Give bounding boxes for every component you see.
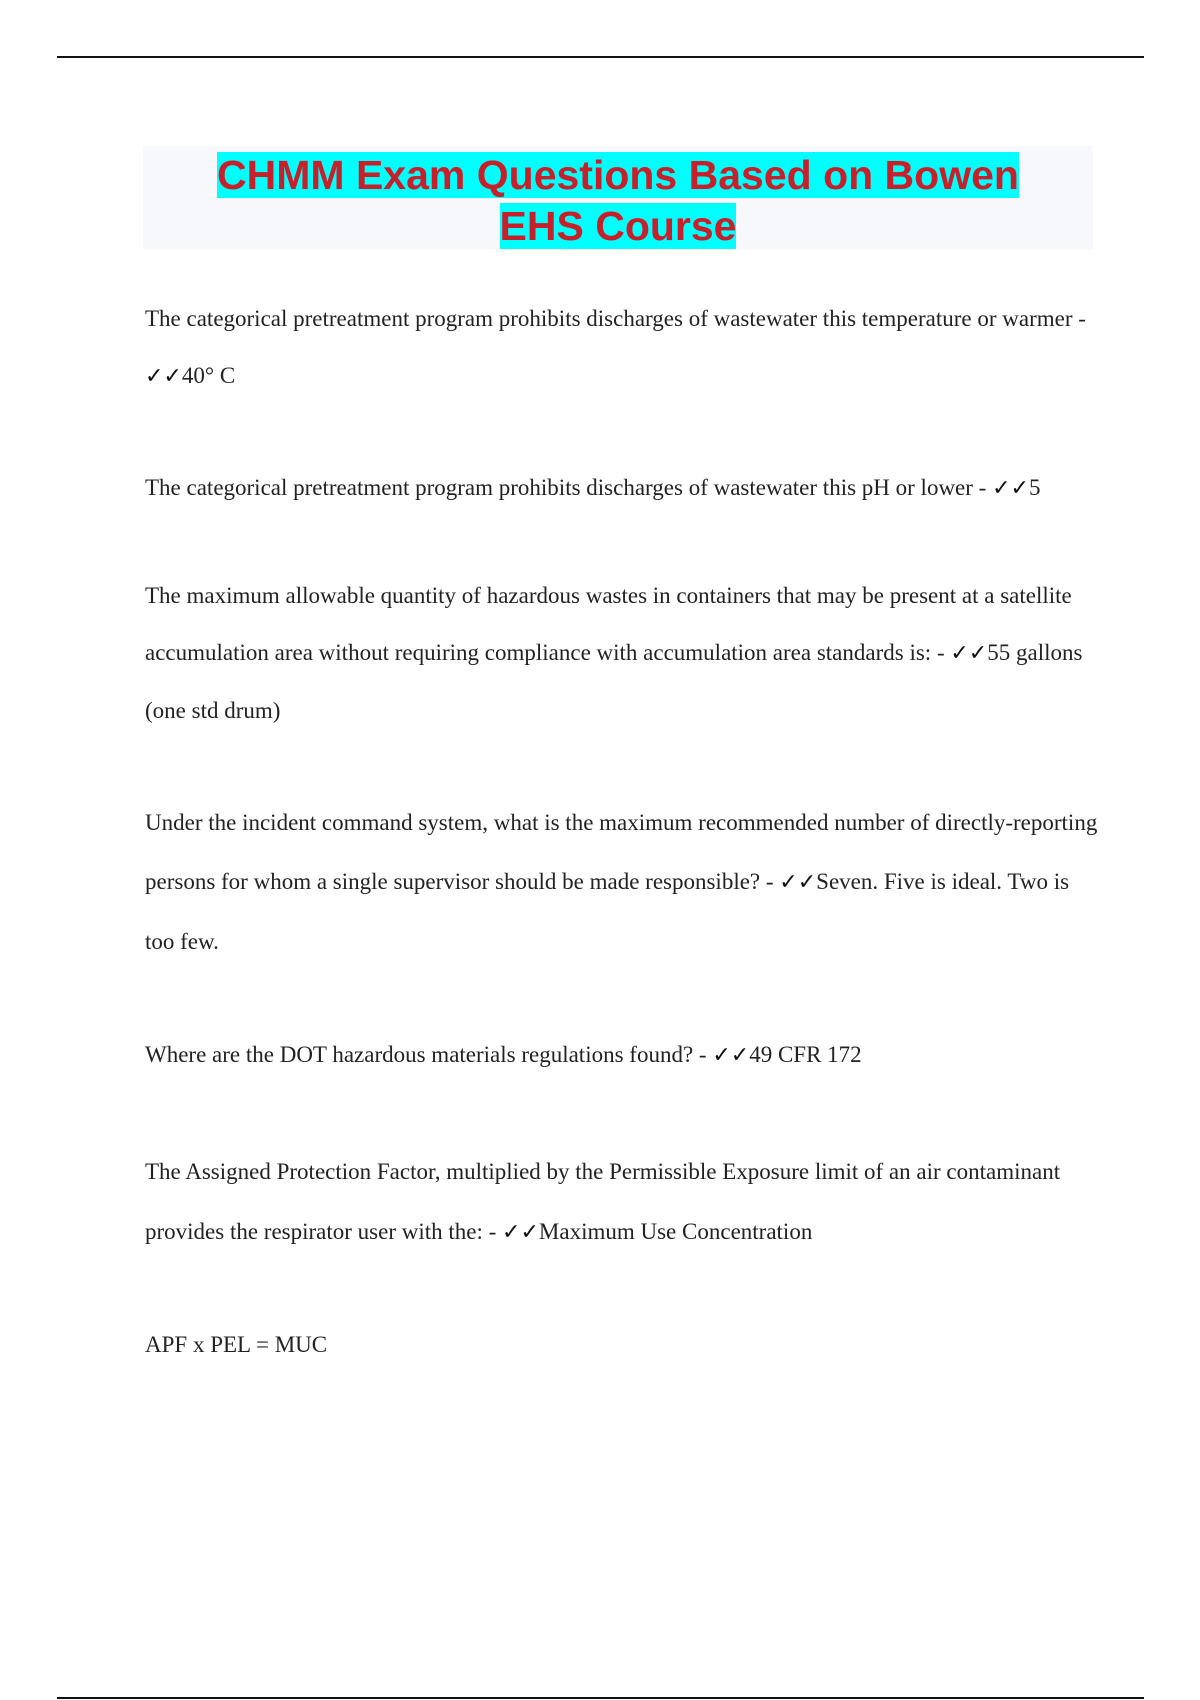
bottom-rule: [57, 1697, 1144, 1699]
double-check-icon: ✓✓: [779, 870, 817, 895]
document-title: [143, 146, 1093, 252]
answer-text: 49 CFR 172: [749, 1042, 862, 1067]
title-line-1: CHMM Exam Questions Based on Bowen: [217, 152, 1019, 198]
double-check-icon: ✓✓: [145, 364, 182, 389]
qa-item: [145, 567, 1100, 739]
question-text: Under the incident command system, what is the maximum recommended number of directly-reporting persons for whom a single supervisor should be made responsible? -: [145, 810, 1098, 894]
answer-text: Maximum Use Concentration: [538, 1219, 813, 1244]
question-text: The categorical pretreatment program prohibits discharges of wastewater this pH or lower -: [145, 475, 993, 500]
qa-item: [145, 459, 1100, 517]
question-text: The categorical pretreatment program prohibits discharges of wastewater this temperature or warmer -: [145, 306, 1086, 331]
question-text: The maximum allowable quantity of hazardous wastes in containers that may be present at a satellite accumulation area without requiring compliance with accumulation area standards is: -: [145, 583, 1072, 665]
double-check-icon: ✓✓: [992, 476, 1029, 501]
double-check-icon: ✓✓: [712, 1043, 750, 1068]
answer-text: 55 gallons (one std drum): [145, 640, 1083, 723]
question-text: The Assigned Protection Factor, multiplied by the Permissible Exposure limit of an air contaminant provides the respirator user with the: -: [145, 1159, 1061, 1244]
answer-text: 40° C: [181, 363, 236, 388]
qa-item: [145, 290, 1100, 405]
answer-text: Seven. Five is ideal. Two is too few.: [145, 869, 1070, 954]
top-rule: [57, 56, 1144, 58]
qa-item: [145, 1142, 1100, 1263]
double-check-icon: ✓✓: [950, 641, 988, 666]
qa-item: [145, 793, 1100, 971]
formula-line: APF x PEL = MUC: [145, 1332, 328, 1357]
title-line-2: EHS Course: [499, 203, 737, 249]
double-check-icon: ✓✓: [502, 1220, 539, 1245]
qa-item: [145, 1026, 1100, 1084]
question-text: Where are the DOT hazardous materials regulations found? -: [145, 1042, 713, 1067]
qa-list: [145, 290, 1100, 1373]
title-block: [143, 146, 1093, 249]
answer-text: 5: [1028, 475, 1041, 500]
